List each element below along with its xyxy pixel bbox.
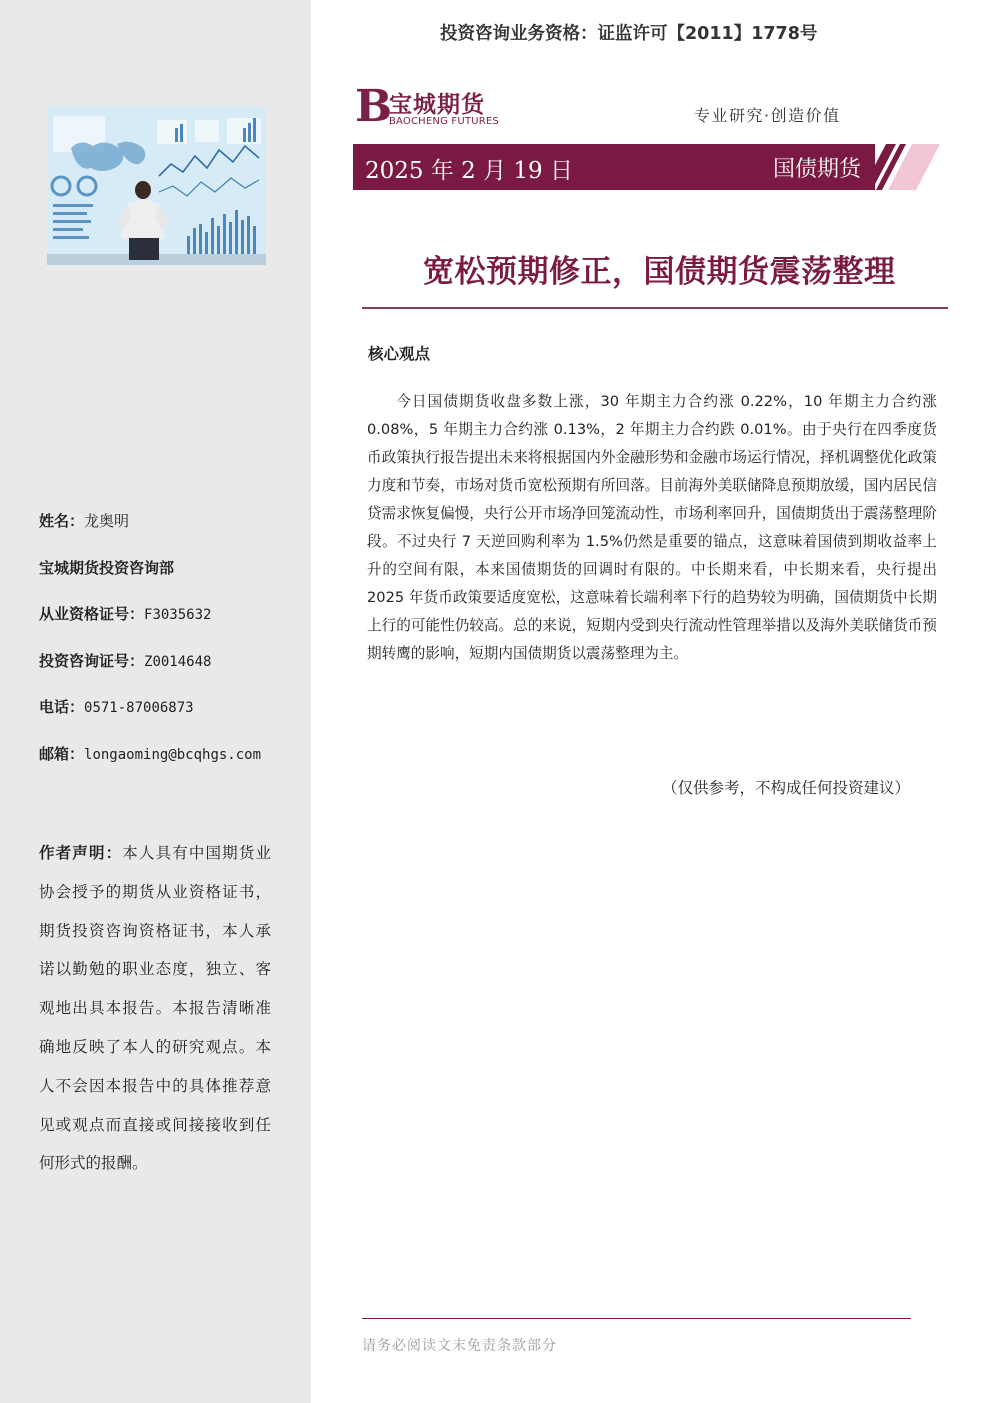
email-address: longaoming@bcqhgs.com (84, 746, 262, 763)
author-name-row (39, 506, 279, 553)
phone-row (39, 692, 279, 739)
qualification-row (39, 599, 279, 646)
author-department: 宝城期货投资咨询部 (39, 558, 175, 577)
license-line: 投资咨询业务资格：证监许可【2011】1778号 (440, 24, 818, 44)
core-heading: 核心观点 (368, 345, 431, 363)
consult-row (39, 646, 279, 693)
banner-stripes (862, 144, 942, 190)
consult-number: Z0014648 (144, 653, 212, 670)
consult-label: 投资咨询证号： (39, 651, 145, 670)
statement-text: 本人具有中国期货业协会授予的期货从业资格证书，期货投资咨询资格证书，本人承诺以勤勉的职业态度，独立、客观地出具本报告。本报告清晰准确地反映了本人的研究观点。本人不会因本报告中的具体推荐意见或观点而直接或间接接收到任何形式的报酬。 (39, 844, 271, 1173)
hero-image (47, 106, 266, 265)
logo-english-name: BAOCHENG FUTURES (389, 116, 499, 127)
author-info (39, 506, 279, 785)
report-category: 国债期货 (772, 157, 861, 182)
logo-mark-icon: B (355, 81, 393, 132)
logo-chinese-name: 宝城期货 (389, 91, 485, 118)
date-banner (353, 144, 875, 190)
qualification-label: 从业资格证号： (39, 605, 145, 623)
phone-number: 0571-87006873 (84, 700, 194, 716)
footer-divider (362, 1318, 911, 1319)
core-paragraph: 今日国债期货收盘多数上涨，30 年期主力合约涨 0.22%，10 年期主力合约涨 0.08%，5 年期主力合约涨 0.13%，2 年期主力合约跌 0.01%。由于央行在四季度货币政策执行报告提出未来将根据国内外金融形势和金融市场运行情况，择机调整优化政策力度和节奏，市场对货币宽松预期有所回落。目前海外美联储降息预期放缓，国内居民信贷需求恢复偏慢，央行公开市场净回笼流动性，市场利率回升，国债期货出于震荡整理阶段。不过央行 7 天逆回购利率为 1.5%仍然是重要的锚点，这意味着国债到期收益率上升的空间有限，本来国债期货的回调时有限的。中长期来看，中长期来看，央行提出 2025 年货币政策要适度宽松，这意味着长端利率下行的趋势较为明确，国债期货中长期上行的可能性仍较高。总的来说，短期内受到央行流动性管理举措以及海外美联储货币预期转鹰的影响，短期内国债期货以震荡整理为主。 (367, 393, 937, 662)
headline-divider (362, 307, 948, 309)
author-statement (39, 834, 271, 1183)
qualification-number: F3035632 (144, 607, 212, 623)
statement-label: 作者声明： (39, 844, 123, 862)
company-logo (355, 81, 525, 132)
slogan: 专业研究·创造价值 (694, 106, 841, 125)
author-name: 龙奥明 (84, 512, 130, 530)
footer-note: 请务必阅读文末免责条款部分 (362, 1338, 557, 1354)
sidebar (0, 0, 311, 1403)
report-headline: 宽松预期修正，国债期货震荡整理 (423, 254, 896, 290)
reference-note: （仅供参考，不构成任何投资建议） (662, 779, 911, 797)
email-label: 邮箱： (39, 744, 85, 763)
report-date: 2025 年 2 月 19 日 (365, 158, 573, 184)
author-name-label: 姓名： (39, 512, 85, 530)
hero-illustration (47, 106, 266, 265)
phone-label: 电话： (39, 698, 85, 716)
author-department-row (39, 553, 279, 600)
email-row (39, 739, 279, 786)
